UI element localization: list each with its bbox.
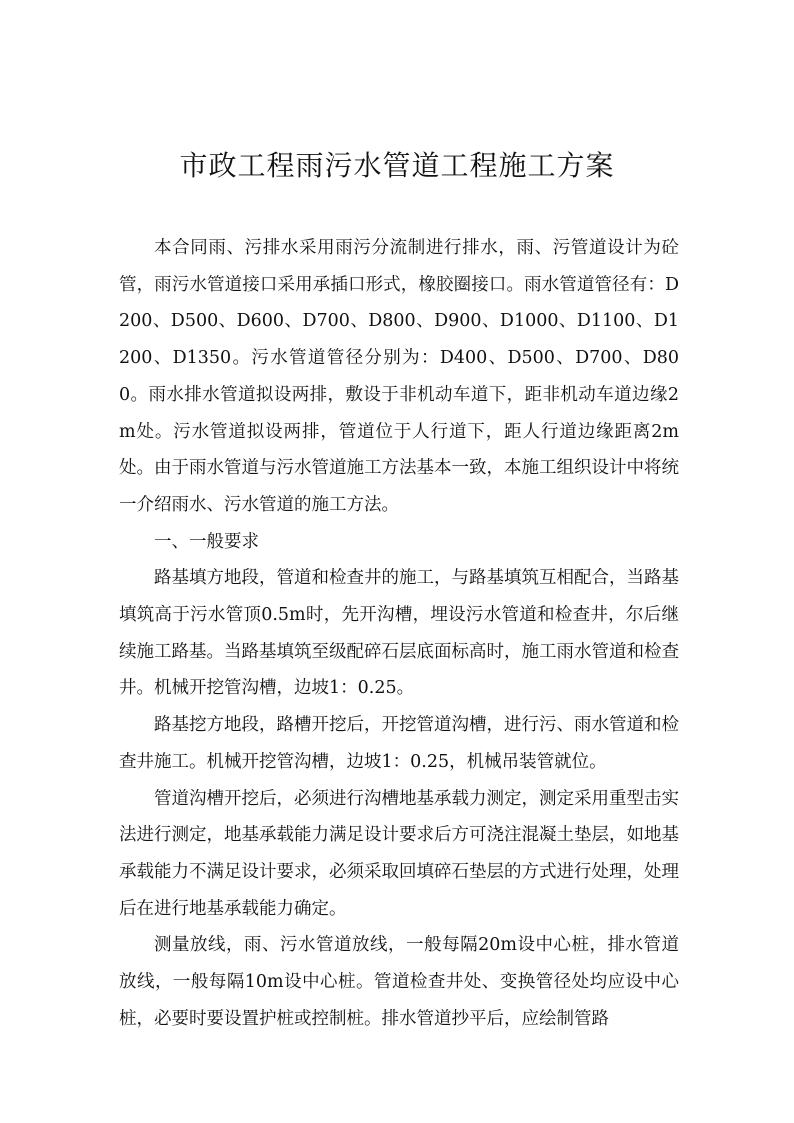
paragraph-survey-layout: 测量放线，雨、污水管道放线，一般每隔20m设中心桩，排水管道放线，一般每隔10m设中心桩。管道检查井处、变换管径处均应设中心桩，必要时要设置护桩或控制桩。排水管道抄平后，应绘制管路 bbox=[119, 935, 679, 1029]
document-title: 市政工程雨污水管道工程施工方案 bbox=[179, 149, 615, 182]
section-heading-general-requirements: 一、一般要求 bbox=[154, 531, 259, 552]
document-body bbox=[119, 230, 679, 1037]
paragraph-fill-section: 路基填方地段，管道和检查井的施工，与路基填筑互相配合，当路基填筑高于污水管顶0.5m时，先开沟槽，埋设污水管道和检查井，尔后继续施工路基。当路基填筑至级配碎石层底面标高时，施工雨水管道和检查井。机械开挖管沟槽，边坡1：0.25。 bbox=[119, 568, 679, 699]
paragraph-cut-section: 路基挖方地段，路槽开挖后，开挖管道沟槽，进行污、雨水管道和检查井施工。机械开挖管沟槽，边坡1：0.25，机械吊装管就位。 bbox=[119, 715, 679, 772]
paragraph-trench-bearing-test: 管道沟槽开挖后，必须进行沟槽地基承载力测定，测定采用重型击实法进行测定，地基承载能力满足设计要求后方可浇注混凝土垫层，如地基承载能力不满足设计要求，必须采取回填碎石垫层的方式进行处理，处理后在进行地基承载能力确定。 bbox=[119, 788, 679, 919]
paragraph-intro: 本合同雨、污排水采用雨污分流制进行排水，雨、污管道设计为砼管，雨污水管道接口采用承插口形式，橡胶圈接口。雨水管道管径有：D200、D500、D600、D700、D800、D900、D1000、D1100、D1200、D1350。污水管道管径分别为：D400、D500、D700、D800。雨水排水管道拟设两排，敷设于非机动车道下，距非机动车道边缘2m处。污水管道拟设两排，管道位于人行道下，距人行道边缘距离2m处。由于雨水管道与污水管道施工方法基本一致，本施工组织设计中将统一介绍雨水、污水管道的施工方法。 bbox=[119, 238, 679, 515]
